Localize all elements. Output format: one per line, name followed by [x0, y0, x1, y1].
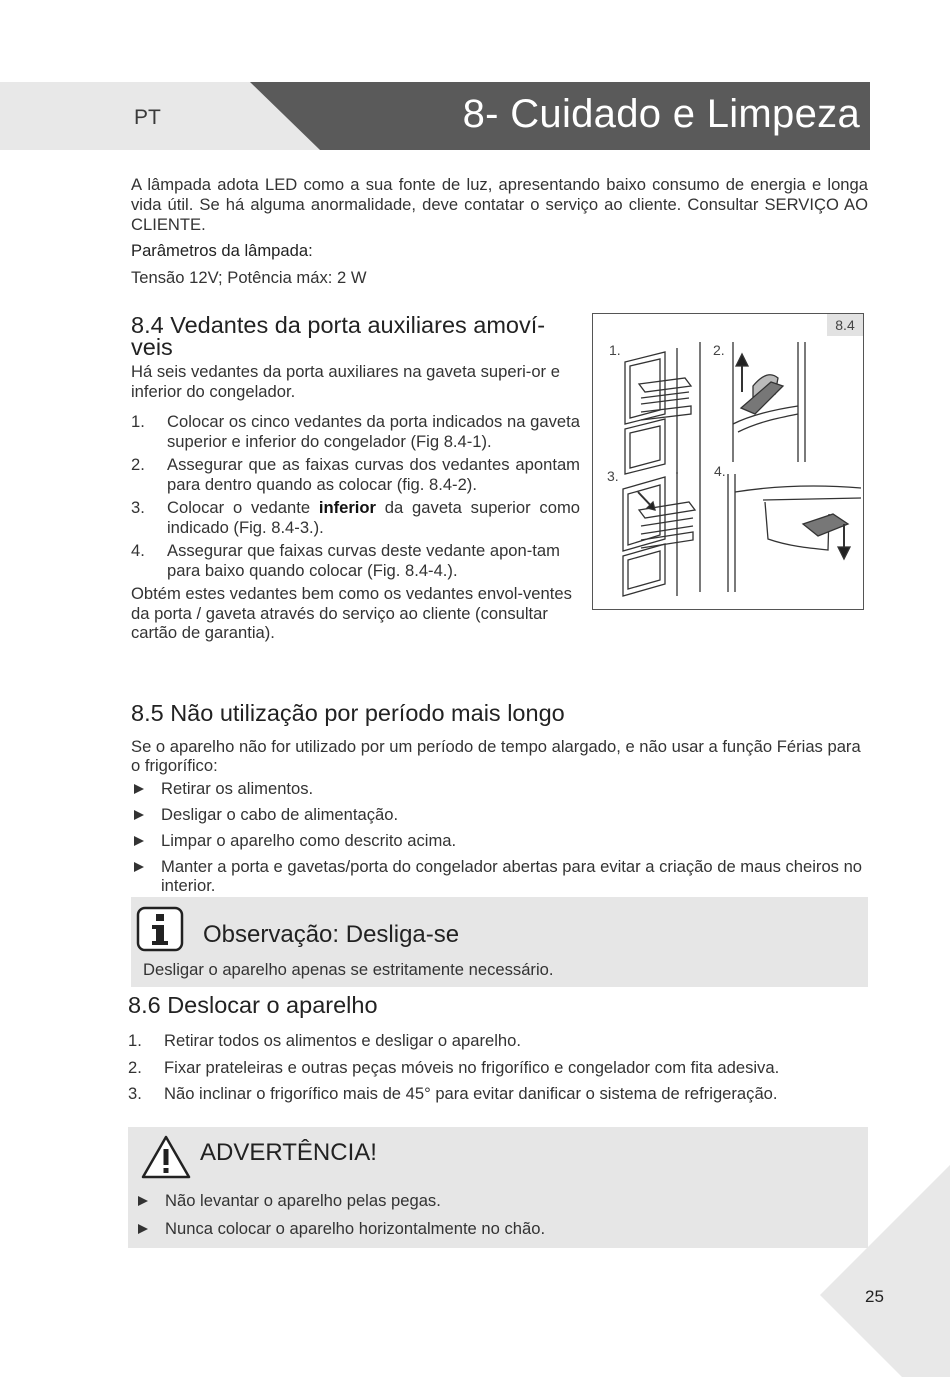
section-8-4-outro: Obtém estes vedantes bem como os vedantes envol-ventes da porta / gaveta através do serviço ao cliente (consultar cartão de garantia). — [131, 584, 572, 642]
list-item: Não levantar o aparelho pelas pegas. — [135, 1191, 855, 1211]
step-text: Não inclinar o frigorífico mais de 45° para evitar danificar o sistema de refrigeração. — [164, 1084, 778, 1103]
figure-label-1: 1. — [609, 342, 621, 358]
step-number: 1. — [128, 1031, 142, 1050]
section-8-6 — [128, 994, 868, 1104]
warning-triangle-icon — [140, 1133, 192, 1181]
section-8-6-title: 8.6 Deslocar o aparelho — [128, 992, 378, 1018]
params-text: Tensão 12V; Potência máx: 2 W — [131, 268, 367, 287]
intro-section — [131, 175, 868, 288]
list-item: Limpar o aparelho como descrito acima. — [131, 831, 868, 851]
list-item — [128, 1084, 868, 1104]
step-bold-word: inferior — [318, 498, 377, 517]
figure-drawing — [593, 314, 863, 609]
list-item — [128, 1031, 868, 1051]
section-8-4-intro: Há seis vedantes da porta auxiliares na gaveta superi-or e inferior do congelador. — [131, 362, 560, 401]
figure-8-4 — [592, 313, 864, 610]
step-number: 2. — [131, 455, 145, 474]
step-number: 3. — [128, 1084, 142, 1103]
note-text: Desligar o aparelho apenas se estritamente necessário. — [143, 960, 554, 979]
figure-tag: 8.4 — [827, 314, 863, 336]
params-title: Parâmetros da lâmpada: — [131, 241, 313, 260]
list-item — [128, 1058, 868, 1078]
warning-title: ADVERTÊNCIA! — [200, 1139, 377, 1166]
list-item — [131, 412, 580, 451]
note-title: Observação: Desliga-se — [203, 921, 460, 948]
list-item: Nunca colocar o aparelho horizontalmente no chão. — [135, 1219, 855, 1239]
step-text: Fixar prateleiras e outras peças móveis no frigorífico e congelador com fita adesiva. — [164, 1057, 780, 1077]
step-text: da gaveta superior como indicado (Fig. 8.4-3.). — [167, 498, 580, 537]
intro-text: A lâmpada adota LED como a sua fonte de luz, apresentando baixo consumo de energia e longa vida útil. Se há alguma anormalidade, deve contatar o serviço ao cliente. Consultar SERVIÇO AO CLIENTE. — [131, 175, 868, 234]
language-code: PT — [134, 106, 161, 129]
section-8-4-title: 8.4 Vedantes da porta auxiliares amoví-veis — [131, 312, 546, 360]
step-number: 2. — [128, 1057, 142, 1077]
note-box — [131, 897, 868, 987]
list-item — [131, 455, 580, 494]
step-text: Retirar todos os alimentos e desligar o aparelho. — [164, 1031, 521, 1050]
figure-label-3: 3. — [607, 468, 619, 484]
page-number: 25 — [865, 1287, 884, 1306]
step-number: 4. — [131, 541, 145, 560]
step-number: 1. — [131, 412, 145, 431]
step-text: Assegurar que as faixas curvas dos vedantes apontam para dentro quando as colocar (fig. 8.4-2). — [167, 455, 580, 494]
section-8-5-intro: Se o aparelho não for utilizado por um período de tempo alargado, e não usar a função Férias para o frigorífico: — [131, 737, 861, 775]
list-item: Desligar o cabo de alimentação. — [131, 805, 868, 825]
info-icon — [136, 906, 184, 952]
section-8-5-title: 8.5 Não utilização por período mais longo — [131, 700, 565, 726]
step-text: Assegurar que faixas curvas deste vedante apon-tam para baixo quando colocar (Fig. 8.4-4.). — [167, 541, 560, 580]
list-item — [131, 541, 580, 580]
list-item: Retirar os alimentos. — [131, 779, 868, 799]
chapter-title: 8- Cuidado e Limpeza — [462, 92, 860, 136]
step-number: 3. — [131, 498, 145, 517]
section-8-5 — [131, 702, 868, 895]
warning-box — [128, 1127, 868, 1248]
list-item: Manter a porta e gavetas/porta do congelador abertas para evitar a criação de maus cheiros no interior. — [131, 857, 868, 895]
figure-label-2: 2. — [713, 342, 725, 358]
figure-label-4: 4. — [714, 463, 726, 479]
step-text: Colocar o vedante — [167, 498, 319, 517]
section-8-6-steps — [128, 1031, 868, 1104]
warning-bullets — [135, 1191, 855, 1239]
section-8-4 — [131, 314, 580, 643]
step-text: Colocar os cinco vedantes da porta indicados na gaveta superior e inferior do congelador (Fig 8.4-1). — [167, 412, 580, 451]
list-item — [131, 498, 580, 537]
section-8-5-bullets — [131, 779, 868, 895]
section-8-4-steps — [131, 412, 580, 580]
